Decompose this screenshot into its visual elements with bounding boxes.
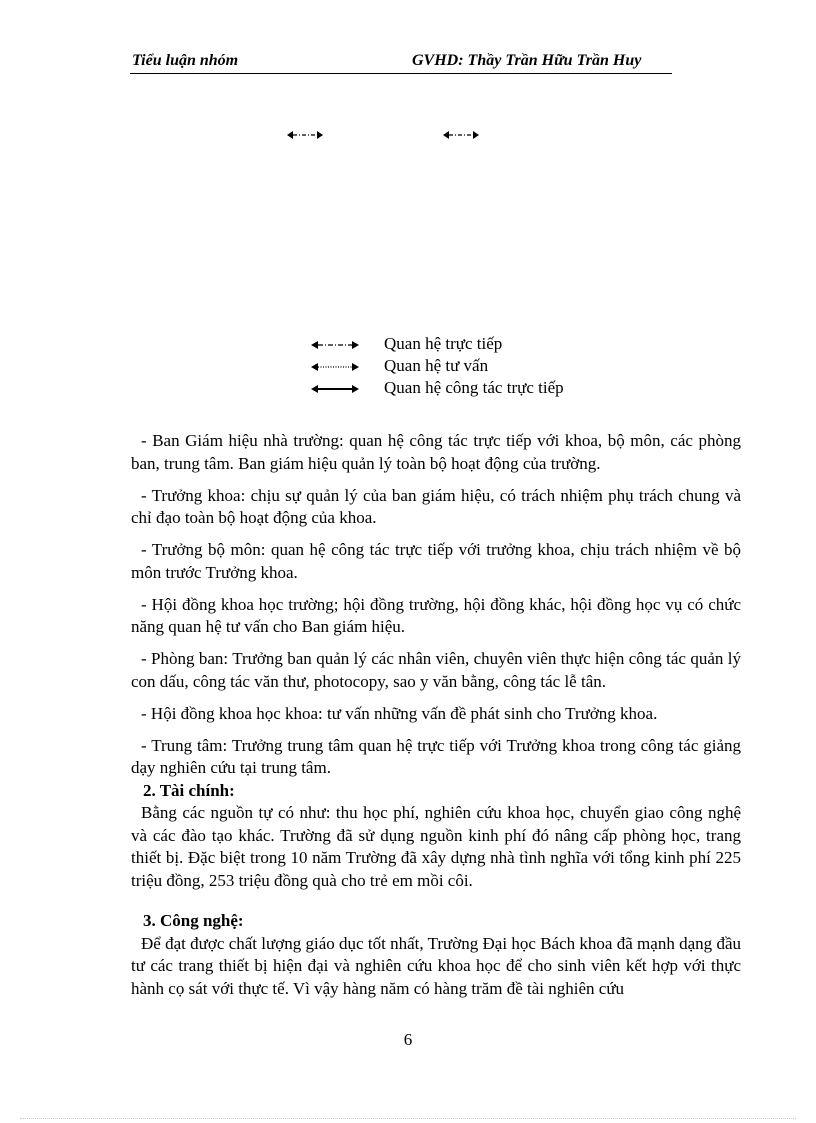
dash-dot-arrow-icon <box>310 338 360 352</box>
legend-label: Quan hệ trực tiếp <box>384 334 503 353</box>
solid-arrow-icon <box>310 382 360 396</box>
legend-label: Quan hệ tư vấn <box>384 356 489 375</box>
paragraph: Để đạt được chất lượng giáo dục tốt nhất, Trường Đại học Bách khoa đã mạnh dạng đầu tư các trang thiết bị hiện đại và nghiên cứu khoa học để cho sinh viên kết hợp với thực hành cọ sát với thực tế. Vì vậy hàng năm có hàng trăm đề tài nghiên cứu <box>131 933 741 998</box>
paragraph: - Trưởng khoa: chịu sự quản lý của ban giám hiệu, có trách nhiệm phụ trách chung và chỉ đạo toàn bộ hoạt động của khoa. <box>131 485 741 527</box>
legend-item-direct <box>310 334 630 356</box>
legend-item-advisory <box>310 356 630 378</box>
paragraph: - Hội đồng khoa học khoa: tư vấn những vấn đề phát sinh cho Trưởng khoa. <box>141 703 658 723</box>
paragraph: Bằng các nguồn tự có như: thu học phí, nghiên cứu khoa học, chuyển giao công nghệ và các đào tạo khác. Trường đã sử dụng nguồn kinh phí đó nâng cấp phòng học, trang thiết bị. Đặc biệt trong 10 năm Trường đã xây dựng nhà tình nghĩa với tổng kinh phí 225 triệu đồng, 253 triệu đồng quà cho trẻ em mồi côi. <box>131 803 741 890</box>
page-header <box>132 52 672 72</box>
document-body <box>131 430 741 1000</box>
paragraph: - Hội đồng khoa học trường; hội đồng trường, hội đồng khác, hội đồng học vụ có chức năng quan hệ tư vấn cho Ban giám hiệu. <box>131 594 741 636</box>
paragraph: - Phòng ban: Trưởng ban quản lý các nhân viên, chuyên viên thực hiện công tác quản lý con dấu, công tác văn thư, photocopy, sao y văn bằng, công tác lễ tân. <box>131 649 741 691</box>
diagram-arrow-right <box>441 129 481 141</box>
diagram-arrow-left <box>285 129 325 141</box>
legend-item-work <box>310 378 630 400</box>
header-instructor: GVHD: Thầy Trần Hữu Trần Huy <box>412 52 642 69</box>
paragraph: - Trung tâm: Trưởng trung tâm quan hệ trực tiếp với Trưởng khoa trong công tác giảng dạy nghiên cứu tại trung tâm. <box>131 735 741 777</box>
header-divider <box>130 73 672 74</box>
dotted-arrow-icon <box>310 360 360 374</box>
section-heading-finance: 2. Tài chính: <box>143 780 235 800</box>
page-bottom-border <box>20 1118 796 1119</box>
header-title: Tiểu luận nhóm <box>132 52 239 69</box>
diagram-legend <box>310 334 630 400</box>
legend-label: Quan hệ công tác trực tiếp <box>384 378 564 397</box>
page-number: 6 <box>403 1030 413 1049</box>
paragraph: - Trưởng bộ môn: quan hệ công tác trực tiếp với trưởng khoa, chịu trách nhiệm về bộ môn trước Trưởng khoa. <box>131 540 741 582</box>
paragraph: - Ban Giám hiệu nhà trường: quan hệ công tác trực tiếp với khoa, bộ môn, các phòng ban, trung tâm. Ban giám hiệu quản lý toàn bộ hoạt động của trường. <box>131 431 741 473</box>
section-heading-technology: 3. Công nghệ: <box>143 911 244 930</box>
